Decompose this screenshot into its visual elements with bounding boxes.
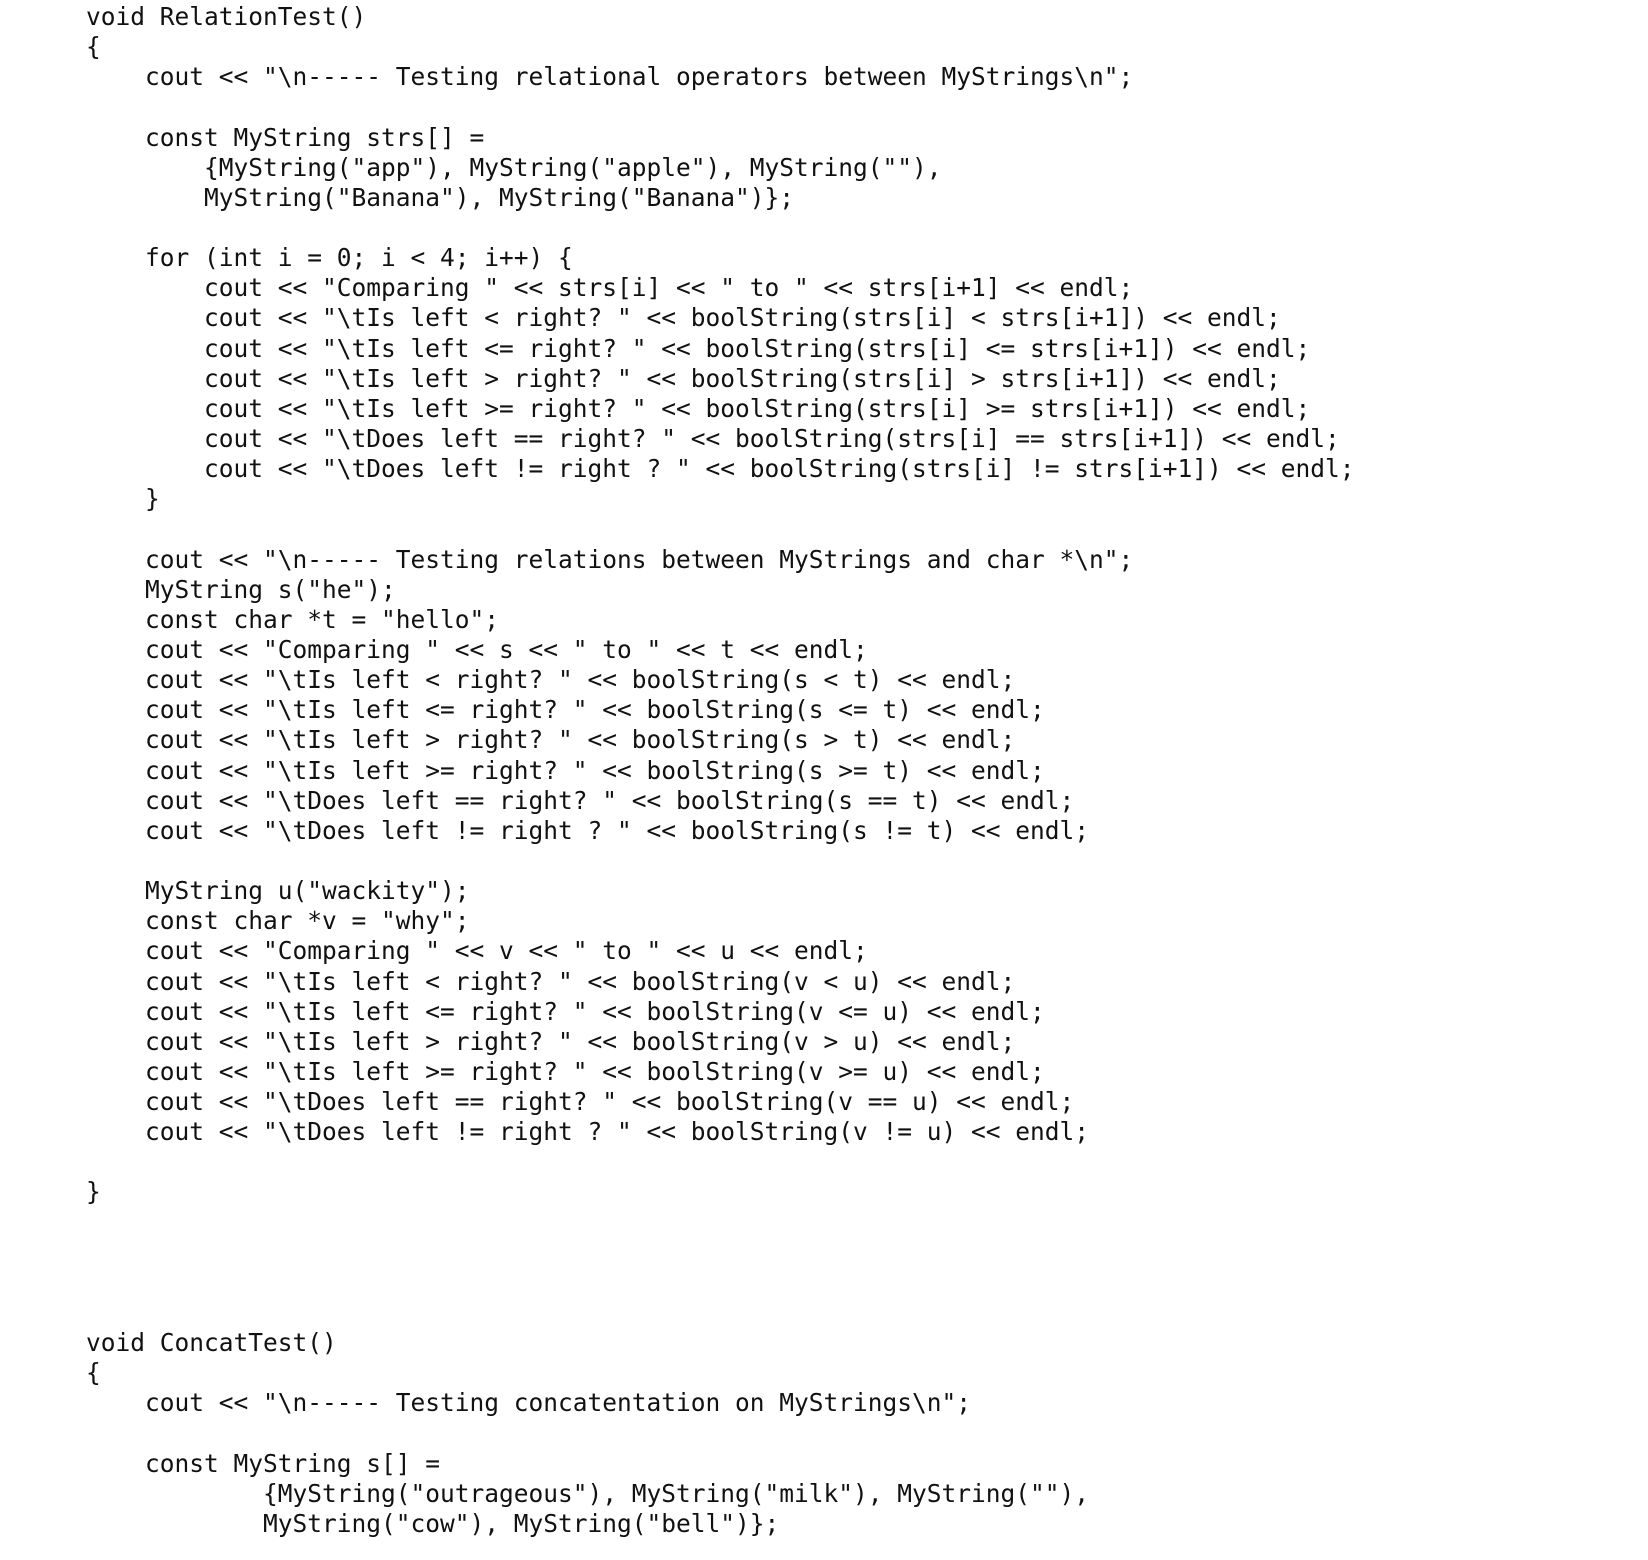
code-line: cout << "Comparing " << s << " to " << t << endl; bbox=[86, 634, 868, 664]
code-line: cout << "\tDoes left == right? " << boolString(strs[i] == strs[i+1]) << endl; bbox=[86, 423, 1340, 453]
code-line: void RelationTest() bbox=[86, 2, 367, 31]
code-line: const char *v = "why"; bbox=[86, 906, 470, 936]
code-line: cout << "\n----- Testing concatentation on MyStrings\n"; bbox=[86, 1388, 972, 1418]
code-line bbox=[86, 1147, 1355, 1177]
code-line: cout << "\tIs left <= right? " << boolString(v <= u) << endl; bbox=[86, 996, 1045, 1026]
code-line bbox=[86, 1208, 1355, 1238]
code-line: cout << "\tDoes left != right ? " << boolString(s != t) << endl; bbox=[86, 815, 1090, 845]
code-line: cout << "\tIs left >= right? " << boolString(strs[i] >= strs[i+1]) << endl; bbox=[86, 393, 1311, 423]
code-line bbox=[86, 1419, 1355, 1449]
code-line: const MyString strs[] = bbox=[86, 122, 485, 152]
code-line: const MyString s[] = bbox=[86, 1448, 441, 1478]
code-line: MyString("Banana"), MyString("Banana")}; bbox=[86, 182, 795, 212]
code-line: } bbox=[86, 484, 160, 514]
code-line: cout << "\tDoes left == right? " << boolString(s == t) << endl; bbox=[86, 785, 1075, 815]
code-line: for (int i = 0; i < 4; i++) { bbox=[86, 243, 573, 273]
code-line: cout << "Comparing " << strs[i] << " to " << strs[i+1] << endl; bbox=[86, 273, 1134, 303]
code-line: { bbox=[86, 1358, 101, 1388]
code-line: cout << "\tIs left > right? " << boolString(strs[i] > strs[i+1]) << endl; bbox=[86, 363, 1281, 393]
code-line: cout << "\tIs left <= right? " << boolString(s <= t) << endl; bbox=[86, 695, 1045, 725]
code-line: cout << "\n----- Testing relational operators between MyStrings\n"; bbox=[86, 62, 1134, 92]
code-line: MyString s("he"); bbox=[86, 574, 396, 604]
code-line: cout << "\tDoes left == right? " << boolString(v == u) << endl; bbox=[86, 1087, 1075, 1117]
code-line: } bbox=[86, 1177, 101, 1207]
code-line bbox=[86, 213, 1355, 243]
code-line bbox=[86, 1238, 1355, 1268]
code-line: {MyString("outrageous"), MyString("milk"), MyString(""), bbox=[86, 1478, 1090, 1508]
code-line: cout << "\tIs left <= right? " << boolString(strs[i] <= strs[i+1]) << endl; bbox=[86, 333, 1311, 363]
code-line: cout << "\tIs left >= right? " << boolString(s >= t) << endl; bbox=[86, 755, 1045, 785]
code-line: {MyString("app"), MyString("apple"), MyString(""), bbox=[86, 152, 942, 182]
code-listing bbox=[86, 2, 1355, 1539]
code-line: cout << "\tIs left < right? " << boolString(s < t) << endl; bbox=[86, 665, 1016, 695]
code-line: cout << "\tIs left > right? " << boolString(v > u) << endl; bbox=[86, 1026, 1016, 1056]
code-line bbox=[86, 92, 1355, 122]
code-line: cout << "\tIs left < right? " << boolString(v < u) << endl; bbox=[86, 966, 1016, 996]
code-line: cout << "\tDoes left != right ? " << boolString(v != u) << endl; bbox=[86, 1117, 1090, 1147]
code-line: MyString u("wackity"); bbox=[86, 876, 470, 906]
code-line: cout << "\tIs left >= right? " << boolString(v >= u) << endl; bbox=[86, 1056, 1045, 1086]
code-line: const char *t = "hello"; bbox=[86, 604, 500, 634]
code-line: MyString("cow"), MyString("bell")}; bbox=[86, 1509, 780, 1539]
code-line: { bbox=[86, 32, 101, 62]
code-line: cout << "\n----- Testing relations between MyStrings and char *\n"; bbox=[86, 544, 1134, 574]
code-line bbox=[86, 514, 1355, 544]
code-line: cout << "\tIs left < right? " << boolString(strs[i] < strs[i+1]) << endl; bbox=[86, 303, 1281, 333]
code-line bbox=[86, 1298, 1355, 1328]
code-line: cout << "\tIs left > right? " << boolString(s > t) << endl; bbox=[86, 725, 1016, 755]
code-line: cout << "\tDoes left != right ? " << boolString(strs[i] != strs[i+1]) << endl; bbox=[86, 454, 1355, 484]
code-line bbox=[86, 846, 1355, 876]
code-line: void ConcatTest() bbox=[86, 1328, 337, 1358]
code-line bbox=[86, 1268, 1355, 1298]
code-line: cout << "Comparing " << v << " to " << u << endl; bbox=[86, 936, 868, 966]
